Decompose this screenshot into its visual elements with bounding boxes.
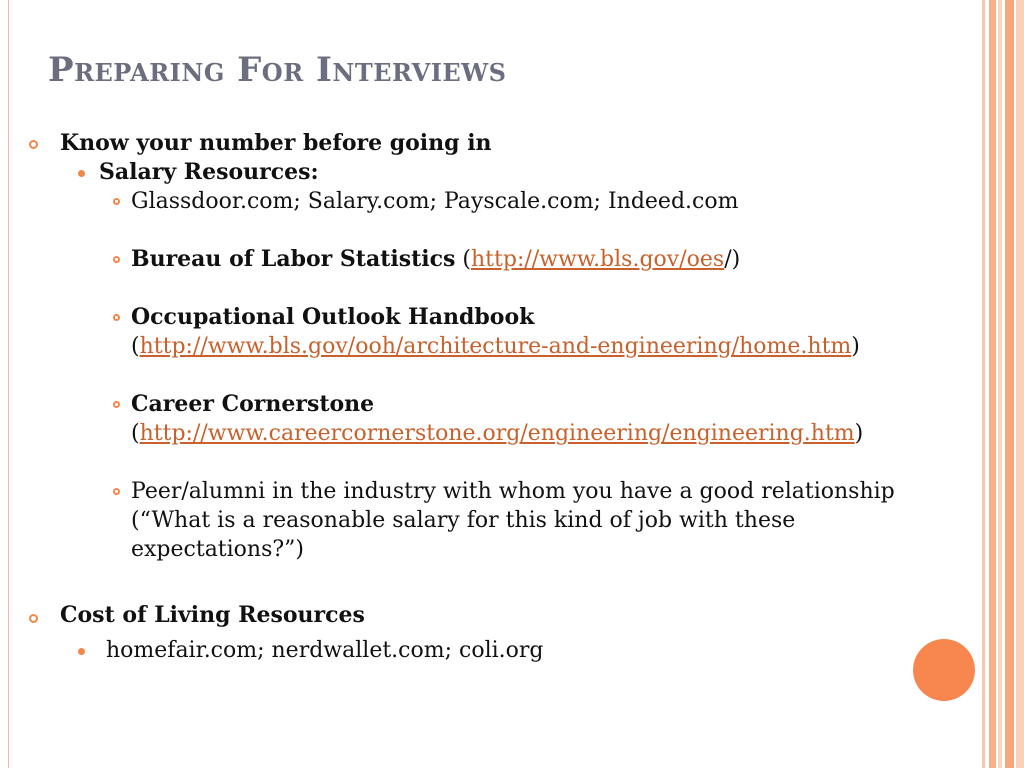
- right-stripe-5: [1016, 0, 1024, 768]
- bullet-ring-icon: [113, 401, 120, 408]
- bls-label: Bureau of Labor Statistics: [131, 246, 456, 272]
- right-stripe-3: [998, 0, 1002, 768]
- bls-close-paren: /): [724, 247, 741, 272]
- bullet-ring-icon: [29, 614, 38, 623]
- ooh-link[interactable]: http://www.bls.gov/ooh/architecture-and-engineering/home.htm: [139, 334, 852, 359]
- item-bls: [131, 245, 740, 274]
- bullet-ring-icon: [113, 256, 120, 263]
- bullet-dot-icon: [78, 170, 85, 177]
- slide-title: Preparing For Interviews: [48, 50, 507, 90]
- bullet-ring-icon: [113, 488, 120, 495]
- item-cc-label: Career Cornerstone: [131, 391, 375, 417]
- bullet-ring-icon: [113, 314, 120, 321]
- right-stripe-1: [982, 0, 985, 768]
- item-ooh-link-line: [131, 332, 860, 361]
- item-know-number: Know your number before going in: [60, 130, 492, 156]
- decorative-circle: [913, 639, 975, 701]
- item-ooh-label: Occupational Outlook Handbook: [131, 304, 535, 330]
- item-salary-sites: Glassdoor.com; Salary.com; Payscale.com; Indeed.com: [131, 189, 739, 214]
- item-peer-line-2: (“What is a reasonable salary for this kind of job with these: [131, 508, 796, 533]
- item-cost-living: Cost of Living Resources: [60, 602, 365, 628]
- bls-link[interactable]: http://www.bls.gov/oes: [471, 247, 725, 272]
- ooh-open-paren: (: [131, 334, 140, 359]
- item-peer-line-1: Peer/alumni in the industry with whom you have a good relationship: [131, 479, 895, 504]
- bullet-ring-icon: [29, 140, 38, 149]
- right-stripe-4: [1005, 0, 1014, 768]
- bullet-ring-icon: [113, 198, 120, 205]
- cc-open-paren: (: [131, 421, 140, 446]
- left-border: [8, 0, 9, 768]
- cc-link[interactable]: http://www.careercornerstone.org/engineering/engineering.htm: [139, 421, 855, 446]
- right-stripe-2: [989, 0, 996, 768]
- bullet-dot-icon: [78, 648, 85, 655]
- ooh-close-paren: ): [851, 334, 860, 359]
- item-cost-sites: homefair.com; nerdwallet.com; coli.org: [106, 638, 544, 663]
- item-cc-link-line: [131, 419, 863, 448]
- cc-close-paren: ): [854, 421, 864, 446]
- item-peer-line-3: expectations?”): [131, 537, 305, 562]
- bls-open-paren: (: [455, 247, 472, 272]
- item-salary-resources: Salary Resources:: [99, 159, 319, 185]
